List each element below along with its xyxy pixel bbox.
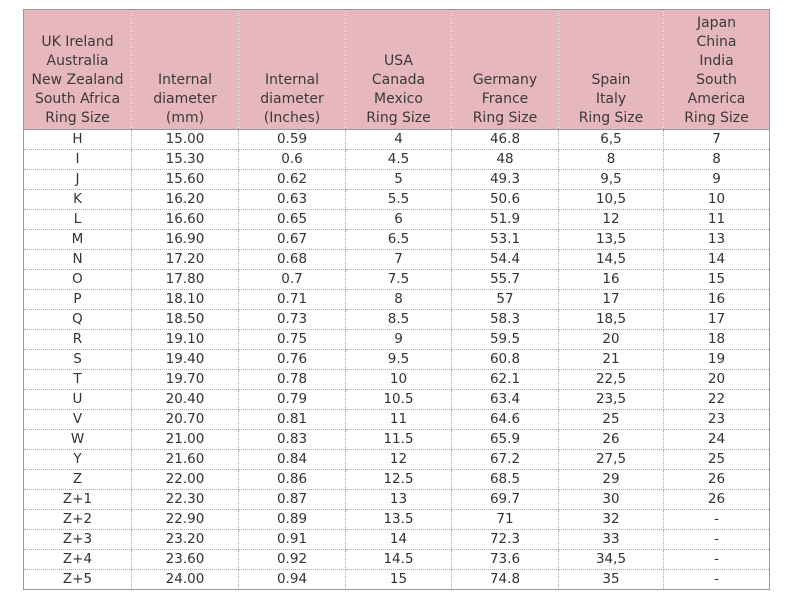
cell-usa-size: 12 [346,450,452,470]
header-germany-ring-size [452,10,559,130]
cell-germany-size: 60.8 [452,350,559,370]
cell-japan-size: 25 [664,450,770,470]
table-row [24,310,770,330]
table-row [24,150,770,170]
cell-germany-size: 68.5 [452,470,559,490]
cell-spain-size: 18,5 [559,310,664,330]
cell-spain-size: 29 [559,470,664,490]
header-line: Internal [265,72,319,88]
cell-diameter-inches: 0.79 [239,390,346,410]
cell-diameter-mm: 17.80 [132,270,239,290]
cell-spain-size: 10,5 [559,190,664,210]
cell-spain-size: 27,5 [559,450,664,470]
table-row [24,450,770,470]
cell-japan-size: 22 [664,390,770,410]
cell-diameter-inches: 0.78 [239,370,346,390]
cell-diameter-mm: 20.70 [132,410,239,430]
cell-diameter-mm: 24.00 [132,570,239,590]
cell-japan-size: 26 [664,490,770,510]
header-uk-ring-size [24,10,132,130]
cell-diameter-mm: 23.20 [132,530,239,550]
cell-diameter-inches: 0.68 [239,250,346,270]
cell-japan-size: 16 [664,290,770,310]
cell-germany-size: 46.8 [452,130,559,150]
cell-germany-size: 64.6 [452,410,559,430]
cell-germany-size: 71 [452,510,559,530]
cell-spain-size: 17 [559,290,664,310]
cell-diameter-inches: 0.89 [239,510,346,530]
cell-diameter-mm: 16.60 [132,210,239,230]
cell-germany-size: 65.9 [452,430,559,450]
header-line: Germany [472,72,538,88]
header-line: Mexico [374,91,423,107]
cell-uk-size: N [24,250,132,270]
cell-spain-size: 33 [559,530,664,550]
cell-germany-size: 58.3 [452,310,559,330]
header-line: (mm) [165,110,205,126]
cell-spain-size: 34,5 [559,550,664,570]
cell-spain-size: 8 [559,150,664,170]
cell-japan-size: 23 [664,410,770,430]
header-line: France [481,91,529,107]
header-internal-diameter-mm [132,10,239,130]
cell-diameter-inches: 0.94 [239,570,346,590]
cell-germany-size: 62.1 [452,370,559,390]
cell-uk-size: Z+1 [24,490,132,510]
cell-germany-size: 54.4 [452,250,559,270]
header-japan-ring-size [664,10,770,130]
cell-germany-size: 74.8 [452,570,559,590]
cell-spain-size: 30 [559,490,664,510]
cell-uk-size: W [24,430,132,450]
cell-uk-size: S [24,350,132,370]
cell-diameter-inches: 0.62 [239,170,346,190]
cell-usa-size: 6.5 [346,230,452,250]
cell-japan-size: 20 [664,370,770,390]
header-line: UK Ireland [41,34,114,50]
table-row [24,230,770,250]
cell-diameter-mm: 17.20 [132,250,239,270]
cell-spain-size: 21 [559,350,664,370]
cell-diameter-mm: 22.30 [132,490,239,510]
header-line: Australia [46,53,109,69]
cell-diameter-inches: 0.65 [239,210,346,230]
cell-spain-size: 13,5 [559,230,664,250]
cell-usa-size: 7 [346,250,452,270]
cell-spain-size: 14,5 [559,250,664,270]
cell-usa-size: 4 [346,130,452,150]
header-line: USA [384,53,413,69]
cell-usa-size: 9 [346,330,452,350]
cell-diameter-mm: 18.50 [132,310,239,330]
header-row [24,10,770,130]
cell-usa-size: 13.5 [346,510,452,530]
cell-usa-size: 15 [346,570,452,590]
header-line: Italy [595,91,627,107]
cell-japan-size: 11 [664,210,770,230]
table-header [24,10,770,130]
cell-uk-size: Z+3 [24,530,132,550]
cell-diameter-mm: 16.90 [132,230,239,250]
cell-japan-size: 26 [664,470,770,490]
cell-usa-size: 11.5 [346,430,452,450]
cell-japan-size: - [664,530,770,550]
cell-spain-size: 35 [559,570,664,590]
cell-spain-size: 20 [559,330,664,350]
cell-germany-size: 72.3 [452,530,559,550]
header-line: Ring Size [684,110,749,126]
cell-japan-size: 13 [664,230,770,250]
header-internal-diameter-inches [239,10,346,130]
cell-usa-size: 7.5 [346,270,452,290]
cell-germany-size: 73.6 [452,550,559,570]
table-row [24,430,770,450]
cell-germany-size: 63.4 [452,390,559,410]
header-line: New Zealand [31,72,124,88]
header-line: China [696,34,737,50]
cell-uk-size: I [24,150,132,170]
table-row [24,550,770,570]
cell-diameter-mm: 19.70 [132,370,239,390]
cell-uk-size: Z [24,470,132,490]
cell-uk-size: V [24,410,132,430]
cell-usa-size: 12.5 [346,470,452,490]
table-body [24,130,770,590]
header-line: Canada [371,72,426,88]
cell-diameter-inches: 0.7 [239,270,346,290]
cell-japan-size: 17 [664,310,770,330]
cell-usa-size: 4.5 [346,150,452,170]
cell-uk-size: P [24,290,132,310]
cell-japan-size: - [664,510,770,530]
cell-usa-size: 13 [346,490,452,510]
header-line: Internal [158,72,212,88]
cell-diameter-mm: 21.00 [132,430,239,450]
table-row [24,570,770,590]
table-row [24,530,770,550]
header-line: South [696,72,737,88]
cell-diameter-mm: 15.30 [132,150,239,170]
cell-diameter-inches: 0.75 [239,330,346,350]
cell-diameter-inches: 0.59 [239,130,346,150]
header-line: India [699,53,734,69]
cell-japan-size: - [714,571,719,587]
cell-spain-size: 16 [559,270,664,290]
cell-germany-size: 69.7 [452,490,559,510]
cell-diameter-inches: 0.63 [239,190,346,210]
header-line: Spain [591,72,631,88]
table-row [24,210,770,230]
cell-japan-size: 10 [664,190,770,210]
cell-uk-size: Y [24,450,132,470]
cell-japan-size: 7 [664,130,770,150]
cell-diameter-mm: 23.60 [132,550,239,570]
cell-germany-size: 59.5 [452,330,559,350]
cell-japan-size: 18 [664,330,770,350]
table-row [24,190,770,210]
cell-spain-size: 9,5 [559,170,664,190]
cell-diameter-inches: 0.67 [239,230,346,250]
cell-diameter-inches: 0.81 [239,410,346,430]
cell-usa-size: 5 [346,170,452,190]
cell-diameter-inches: 0.73 [239,310,346,330]
header-line: Ring Size [578,110,644,126]
cell-germany-size: 55.7 [452,270,559,290]
table-row [24,370,770,390]
cell-uk-size: J [24,170,132,190]
cell-usa-size: 10 [346,370,452,390]
table-row [24,170,770,190]
cell-diameter-inches: 0.84 [239,450,346,470]
header-line: diameter [153,91,217,107]
table-row [24,270,770,290]
cell-uk-size: K [24,190,132,210]
cell-uk-size: O [24,270,132,290]
cell-uk-size: Q [24,310,132,330]
header-line: America [687,91,746,107]
header-line: diameter [260,91,324,107]
cell-germany-size: 51.9 [452,210,559,230]
cell-diameter-mm: 15.60 [132,170,239,190]
cell-usa-size: 14 [346,530,452,550]
cell-uk-size: M [24,230,132,250]
cell-germany-size: 49.3 [452,170,559,190]
cell-usa-size: 14.5 [346,550,452,570]
header-line: Ring Size [366,110,431,126]
cell-germany-size: 50.6 [452,190,559,210]
table-row [24,490,770,510]
cell-usa-size: 10.5 [346,390,452,410]
cell-japan-size: 24 [664,430,770,450]
table-row [24,130,770,150]
cell-spain-size: 6,5 [559,130,664,150]
cell-usa-size: 9.5 [346,350,452,370]
table-row [24,350,770,370]
table-row [24,470,770,490]
cell-uk-size: T [24,370,132,390]
cell-uk-size: Z+2 [24,510,132,530]
cell-japan-size: - [664,550,770,570]
header-line: Ring Size [45,110,110,126]
cell-uk-size: Z+5 [24,570,132,590]
cell-usa-size: 6 [346,210,452,230]
header-line: South Africa [34,91,121,107]
header-line: (Inches) [263,110,321,126]
cell-japan-size: 8 [664,150,770,170]
cell-spain-size: 12 [559,210,664,230]
cell-japan-size: 14 [664,250,770,270]
cell-spain-size: 23,5 [559,390,664,410]
header-line: Ring Size [472,110,538,126]
cell-diameter-mm: 20.40 [132,390,239,410]
cell-diameter-inches: 0.92 [239,550,346,570]
cell-usa-size: 8.5 [346,310,452,330]
cell-japan-size: 19 [664,350,770,370]
cell-germany-size: 67.2 [452,450,559,470]
cell-spain-size: 32 [559,510,664,530]
cell-germany-size: 48 [452,150,559,170]
table-row [24,510,770,530]
table-row [24,390,770,410]
cell-diameter-mm: 19.40 [132,350,239,370]
table-row [24,250,770,270]
cell-diameter-mm: 22.00 [132,470,239,490]
cell-diameter-mm: 22.90 [132,510,239,530]
cell-diameter-inches: 0.6 [239,150,346,170]
ring-size-table [23,9,770,590]
cell-japan-size: 15 [664,270,770,290]
cell-diameter-inches: 0.87 [239,490,346,510]
cell-germany-size: 57 [452,290,559,310]
cell-diameter-mm: 21.60 [132,450,239,470]
cell-diameter-inches: 0.91 [239,530,346,550]
cell-spain-size: 22,5 [559,370,664,390]
cell-diameter-mm: 18.10 [132,290,239,310]
cell-diameter-mm: 15.00 [132,130,239,150]
cell-uk-size: Z+4 [24,550,132,570]
cell-uk-size: U [24,390,132,410]
cell-uk-size: H [24,130,132,150]
cell-uk-size: R [24,330,132,350]
cell-japan-size: 9 [664,170,770,190]
header-spain-ring-size [559,10,664,130]
cell-spain-size: 25 [559,410,664,430]
cell-diameter-mm: 16.20 [132,190,239,210]
table-row [24,410,770,430]
header-line: Japan [696,15,737,31]
cell-diameter-inches: 0.71 [239,290,346,310]
cell-diameter-inches: 0.76 [239,350,346,370]
cell-diameter-mm: 19.10 [132,330,239,350]
cell-diameter-inches: 0.83 [239,430,346,450]
cell-spain-size: 26 [559,430,664,450]
cell-uk-size: L [24,210,132,230]
cell-diameter-inches: 0.86 [239,470,346,490]
cell-usa-size: 8 [346,290,452,310]
cell-usa-size: 5.5 [346,190,452,210]
table-row [24,290,770,310]
header-usa-ring-size [346,10,452,130]
cell-germany-size: 53.1 [452,230,559,250]
table-row [24,330,770,350]
cell-usa-size: 11 [346,410,452,430]
